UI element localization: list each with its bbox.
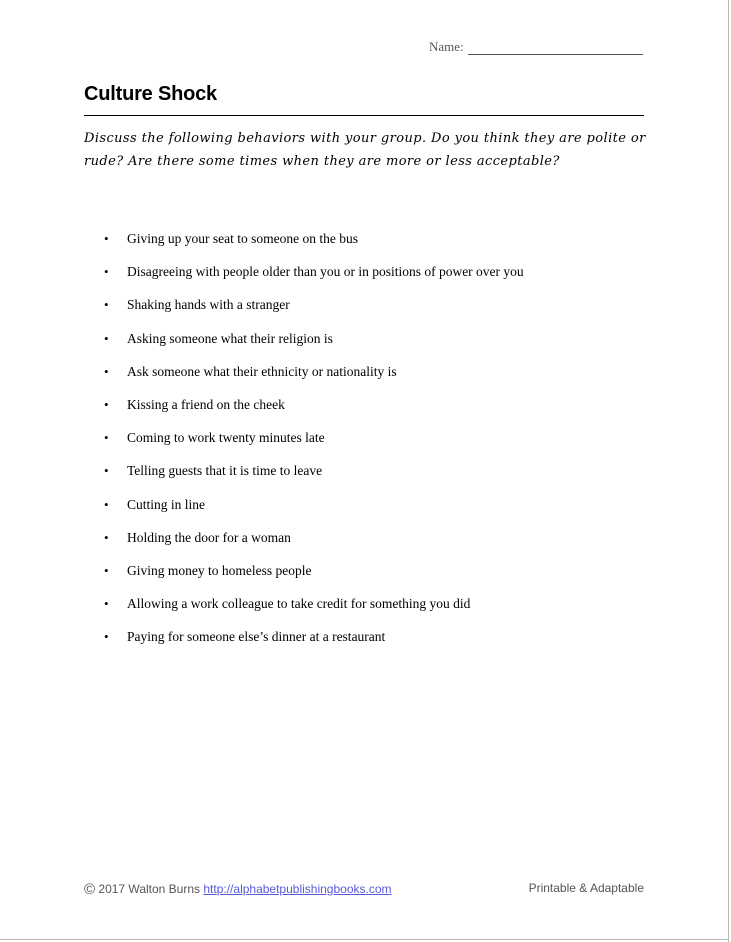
bullet-icon: • xyxy=(104,264,109,280)
list-item-text: Telling guests that it is time to leave xyxy=(127,463,323,479)
bullet-icon: • xyxy=(104,496,109,512)
list-item xyxy=(104,263,524,296)
bullet-icon: • xyxy=(104,596,109,612)
page-edge-bottom xyxy=(0,939,729,940)
list-item-text: Cutting in line xyxy=(127,496,206,512)
bullet-icon: • xyxy=(104,629,109,645)
footer-copyright xyxy=(84,881,392,898)
list-item xyxy=(104,462,524,495)
list-item xyxy=(104,529,524,562)
page-edge-right xyxy=(728,0,729,942)
bullet-icon: • xyxy=(104,463,109,479)
list-item xyxy=(104,562,524,595)
list-item xyxy=(104,396,524,429)
list-item-text: Kissing a friend on the cheek xyxy=(127,396,285,412)
name-blank-line xyxy=(468,43,643,55)
list-item xyxy=(104,296,524,329)
list-item-text: Asking someone what their religion is xyxy=(127,330,333,346)
list-item-text: Allowing a work colleague to take credit for something you did xyxy=(127,596,471,612)
bullet-icon: • xyxy=(104,396,109,412)
list-item-text: Holding the door for a woman xyxy=(127,529,291,545)
bullet-icon: • xyxy=(104,330,109,346)
list-item xyxy=(104,595,524,628)
bullet-icon: • xyxy=(104,297,109,313)
copyright-text: 2017 Walton Burns xyxy=(98,882,201,896)
list-item-text: Giving money to homeless people xyxy=(127,562,312,578)
list-item xyxy=(104,496,524,529)
list-item-text: Coming to work twenty minutes late xyxy=(127,430,325,446)
list-item xyxy=(104,230,524,263)
bullet-icon: • xyxy=(104,562,109,578)
page-title: Culture Shock xyxy=(84,83,217,105)
bullet-icon: • xyxy=(104,529,109,545)
list-item xyxy=(104,330,524,363)
footer xyxy=(84,881,644,898)
list-item-text: Disagreeing with people older than you or in positions of power over you xyxy=(127,264,524,280)
name-field xyxy=(429,39,643,55)
list-item-text: Giving up your seat to someone on the bus xyxy=(127,231,358,246)
list-item-text: Shaking hands with a stranger xyxy=(127,297,290,313)
title-divider xyxy=(84,115,644,116)
list-item xyxy=(104,429,524,462)
bullet-icon: • xyxy=(104,363,109,379)
instructions: Discuss the following behaviors with your group. Do you think they are polite or rude? Are there some times when they are more or less acceptable? xyxy=(84,131,646,169)
publisher-link[interactable]: http://alphabetpublishingbooks.com xyxy=(203,882,392,896)
bullet-icon: • xyxy=(104,231,109,246)
copyright-icon: © xyxy=(84,881,96,898)
bullet-icon: • xyxy=(104,430,109,446)
list-item xyxy=(104,363,524,396)
list-item-text: Ask someone what their ethnicity or nationality is xyxy=(127,363,397,379)
list-item xyxy=(104,628,524,661)
list-item-text: Paying for someone else’s dinner at a restaurant xyxy=(127,629,386,645)
behavior-list xyxy=(104,230,524,661)
name-label: Name: xyxy=(429,39,464,54)
footer-tagline: Printable & Adaptable xyxy=(528,881,644,895)
